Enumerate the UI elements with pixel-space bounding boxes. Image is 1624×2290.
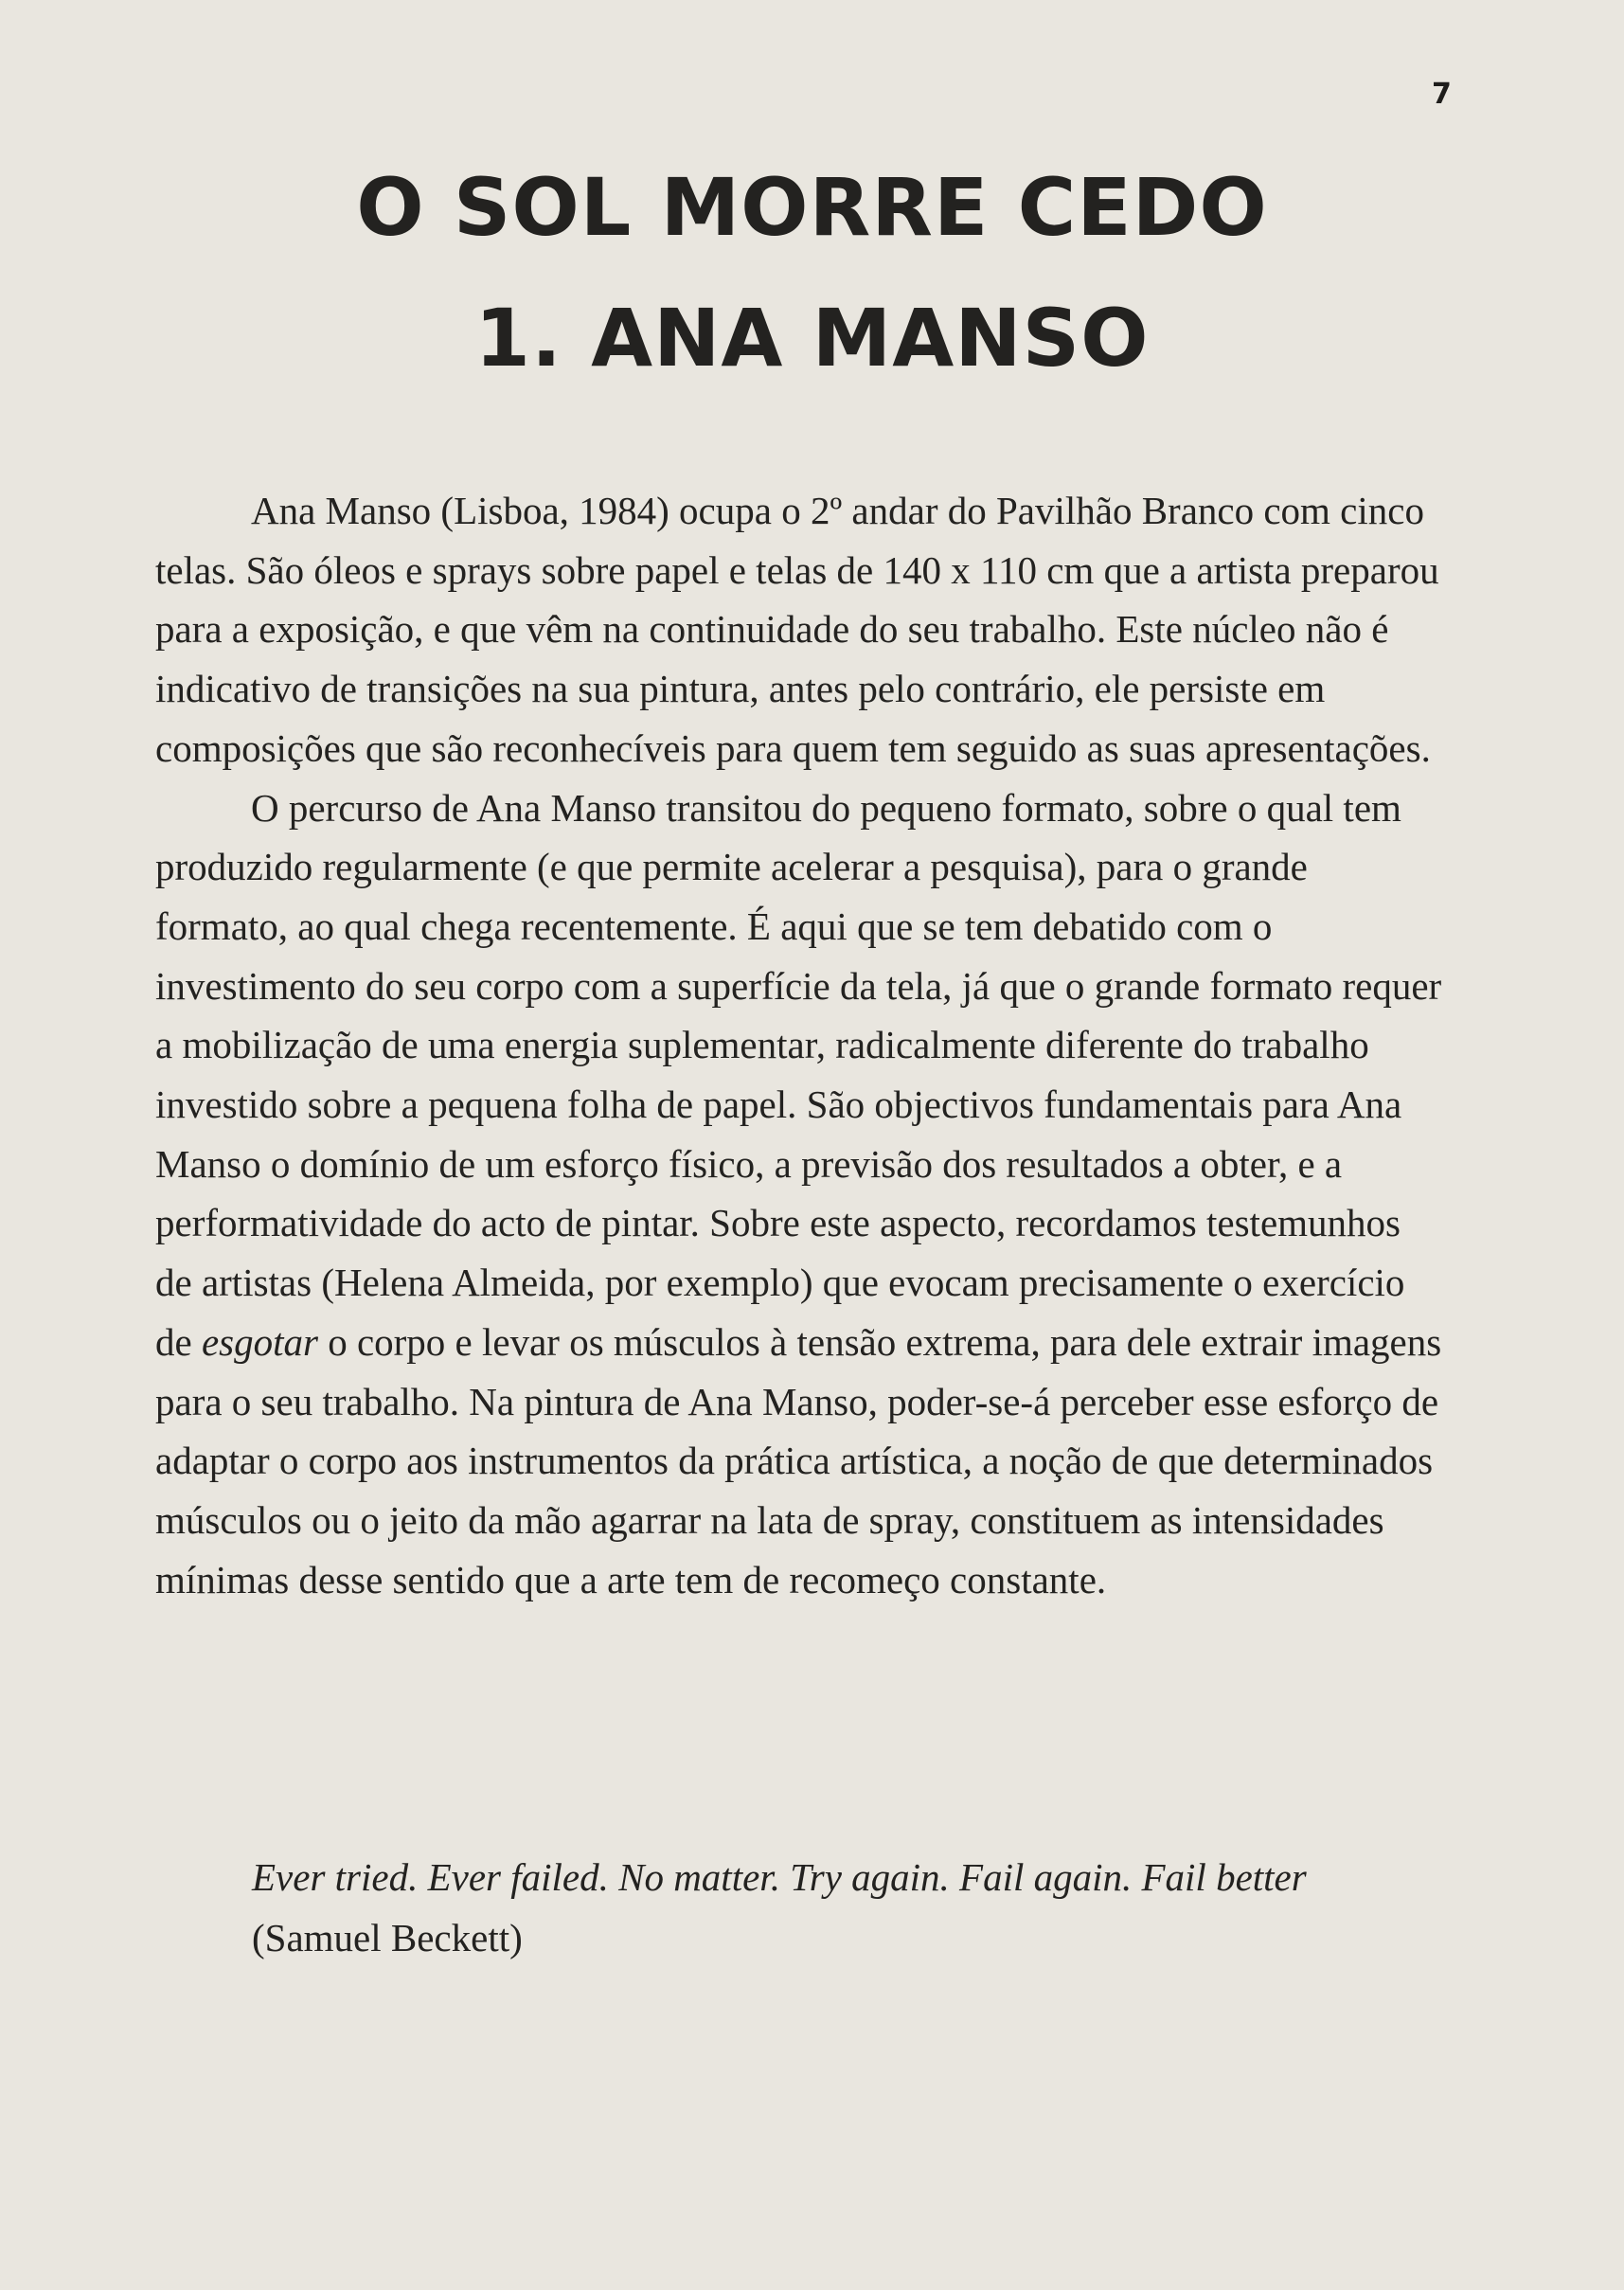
title-line-1: O SOL MORRE CEDO [356,161,1268,254]
paragraph-2-text-before: O percurso de Ana Manso transitou do pequeno formato, sobre o qual tem produzido regularmente (e que permite acelerar a pesquisa), para o grande formato, ao qual chega recentemente. É aqui que se tem debatido com o investimento do seu corpo com a superfície da tela, já que o grande formato requer a mobilização de uma energia suplementar, radicalmente diferente do trabalho investido sobre a pequena folha de papel. São objectivos fundamentais para Ana Manso o domínio de um esforço físico, a previsão dos resultados a obter, e a performatividade do acto de pintar. Sobre este aspecto, recordamos testemunhos de artistas (Helena Almeida, por exemplo) que evocam precisamente o exercício de [155,785,1442,1364]
paragraph-2-emphasis: esgotar [201,1319,318,1364]
paragraph-1: Ana Manso (Lisboa, 1984) ocupa o 2º andar do Pavilhão Branco com cinco telas. São óleos e sprays sobre papel e telas de 140 x 110 cm que a artista preparou para a exposição, e que vêm na continuidade do seu trabalho. Este núcleo não é indicativo de transições na sua pintura, antes pelo contrário, ele persiste em composições que são reconhecíveis para quem tem seguido as suas apresentações. [155,489,1439,770]
paragraph-2-text-after: o corpo e levar os músculos à tensão extrema, para dele extrair imagens para o seu trabalho. Na pintura de Ana Manso, poder-se-á perceber esse esforço de adaptar o corpo aos instrumentos da prática artística, a noção de que determinados músculos ou o jeito da mão agarrar na lata de spray, constituem as intensidades mínimas desse sentido que a arte tem de recomeço constante. [155,1319,1442,1601]
body-text [155,481,1443,1609]
title-line-2: 1. ANA MANSO [474,292,1150,385]
page-number: 7 [1432,78,1452,111]
epigraph [252,1847,1483,1968]
epigraph-quote: Ever tried. Ever failed. No matter. Try again. Fail again. Fail better [252,1855,1307,1899]
epigraph-attribution: (Samuel Beckett) [252,1916,523,1959]
paragraph-2 [155,778,1443,1610]
page-title [0,142,1624,403]
